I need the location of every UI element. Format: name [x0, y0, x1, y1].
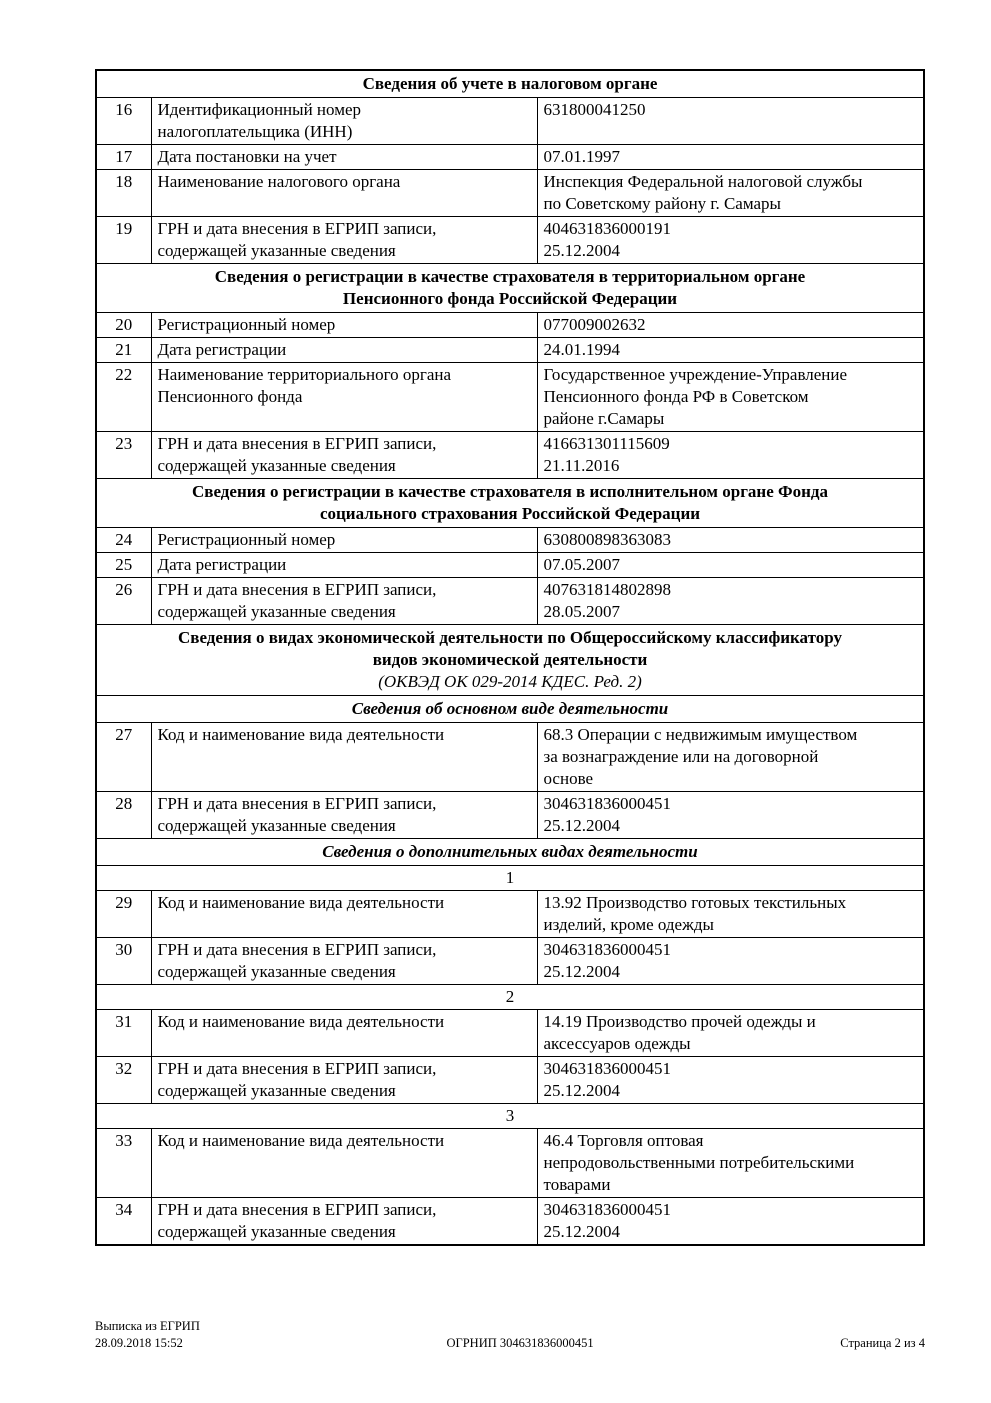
- activity-group-number: 2: [96, 985, 924, 1010]
- section-header: [96, 479, 924, 528]
- row-value-line: непродовольственными потребительскими: [543, 1153, 855, 1172]
- row-number: 23: [96, 432, 151, 479]
- table-row: [96, 363, 924, 432]
- egrip-extract-table: [95, 69, 925, 1246]
- section-header-line: (ОКВЭД ОК 029-2014 КДЕС. Ред. 2): [378, 672, 642, 691]
- row-label-line: Идентификационный номер: [157, 100, 361, 119]
- section-header: [96, 264, 924, 313]
- row-label: [151, 363, 537, 432]
- row-label-line: Код и наименование вида деятельности: [157, 725, 445, 744]
- row-value-line: 25.12.2004: [543, 816, 620, 835]
- row-value-line: Инспекция Федеральной налоговой службы: [543, 172, 863, 191]
- section-header-line: Сведения о видах экономической деятельности по Общероссийскому классификатору: [178, 628, 842, 647]
- section-header-line: Пенсионного фонда Российской Федерации: [342, 289, 678, 308]
- row-label-line: Дата постановки на учет: [157, 147, 337, 166]
- row-label-line: ГРН и дата внесения в ЕГРИП записи,: [157, 580, 437, 599]
- table-row: [96, 696, 924, 723]
- row-label-line: налогоплательщика (ИНН): [157, 122, 353, 141]
- row-value-line: 631800041250: [543, 100, 646, 119]
- row-value-line: 404631836000191: [543, 219, 671, 238]
- table-row: [96, 625, 924, 696]
- row-value: [537, 432, 924, 479]
- row-label: [151, 792, 537, 839]
- row-label-line: содержащей указанные сведения: [157, 1222, 396, 1241]
- row-label: [151, 938, 537, 985]
- footer-doc-title: Выписка из ЕГРИП: [95, 1319, 200, 1333]
- row-value-line: товарами: [543, 1175, 611, 1194]
- footer-page-number: Страница 2 из 4: [840, 1336, 925, 1350]
- table-row: [96, 1057, 924, 1104]
- row-label-line: ГРН и дата внесения в ЕГРИП записи,: [157, 940, 437, 959]
- table-row: [96, 578, 924, 625]
- section-header-line: Сведения о регистрации в качестве страхователя в исполнительном органе Фонда: [192, 482, 828, 501]
- row-label: [151, 1057, 537, 1104]
- row-value: [537, 891, 924, 938]
- row-label: [151, 1129, 537, 1198]
- row-label-line: Пенсионного фонда: [157, 387, 303, 406]
- row-value-line: районе г.Самары: [543, 409, 665, 428]
- row-number: 27: [96, 723, 151, 792]
- table-row: [96, 98, 924, 145]
- row-value-line: 304631836000451: [543, 940, 671, 959]
- row-number: 29: [96, 891, 151, 938]
- section-header-line: Сведения о дополнительных видах деятельности: [322, 842, 698, 861]
- row-label-line: ГРН и дата внесения в ЕГРИП записи,: [157, 794, 437, 813]
- footer-left-block: [95, 1318, 200, 1352]
- table-row: [96, 1129, 924, 1198]
- table-row: [96, 792, 924, 839]
- table-row: [96, 723, 924, 792]
- table-row: [96, 338, 924, 363]
- row-value-line: 416631301115609: [543, 434, 670, 453]
- row-number: 17: [96, 145, 151, 170]
- row-label-line: Код и наименование вида деятельности: [157, 1012, 445, 1031]
- table-row: [96, 938, 924, 985]
- row-number: 34: [96, 1198, 151, 1246]
- row-label-line: Наименование территориального органа: [157, 365, 452, 384]
- table-row: [96, 432, 924, 479]
- row-value-line: изделий, кроме одежды: [543, 915, 714, 934]
- table-row: [96, 217, 924, 264]
- row-number: 33: [96, 1129, 151, 1198]
- row-label: [151, 528, 537, 553]
- row-number: 32: [96, 1057, 151, 1104]
- table-row: [96, 1198, 924, 1246]
- row-label-line: ГРН и дата внесения в ЕГРИП записи,: [157, 219, 437, 238]
- row-label-line: содержащей указанные сведения: [157, 602, 396, 621]
- row-value-line: Пенсионного фонда РФ в Советском: [543, 387, 809, 406]
- row-value: [537, 1057, 924, 1104]
- section-header-line: Сведения о регистрации в качестве страхователя в территориальном органе: [214, 267, 806, 286]
- row-value-line: 077009002632: [543, 315, 646, 334]
- row-value-line: 28.05.2007: [543, 602, 620, 621]
- row-label: [151, 145, 537, 170]
- row-value-line: 13.92 Производство готовых текстильных: [543, 893, 847, 912]
- table-row: [96, 528, 924, 553]
- section-header: [96, 696, 924, 723]
- row-value: [537, 723, 924, 792]
- row-label: [151, 170, 537, 217]
- activity-group-number: 1: [96, 866, 924, 891]
- row-number: 18: [96, 170, 151, 217]
- activity-group-number: 3: [96, 1104, 924, 1129]
- row-value: [537, 217, 924, 264]
- row-value: [537, 363, 924, 432]
- row-number: 30: [96, 938, 151, 985]
- section-header-line: социального страхования Российской Федерации: [319, 504, 701, 523]
- row-value-line: 304631836000451: [543, 1059, 671, 1078]
- row-value: [537, 1010, 924, 1057]
- row-label: [151, 891, 537, 938]
- row-value-line: 68.3 Операции с недвижимым имуществом: [543, 725, 858, 744]
- row-value: [537, 338, 924, 363]
- section-header-line: Сведения об учете в налоговом органе: [362, 74, 658, 93]
- row-value: [537, 528, 924, 553]
- row-value: [537, 938, 924, 985]
- row-label: [151, 432, 537, 479]
- row-value-line: 14.19 Производство прочей одежды и: [543, 1012, 816, 1031]
- row-number: 28: [96, 792, 151, 839]
- section-header: [96, 839, 924, 866]
- row-label-line: ГРН и дата внесения в ЕГРИП записи,: [157, 434, 437, 453]
- row-number: 24: [96, 528, 151, 553]
- row-value-line: 630800898363083: [543, 530, 671, 549]
- row-value: [537, 313, 924, 338]
- row-number: 16: [96, 98, 151, 145]
- row-value-line: аксессуаров одежды: [543, 1034, 691, 1053]
- footer-datetime: 28.09.2018 15:52: [95, 1336, 183, 1350]
- row-label: [151, 578, 537, 625]
- section-header-line: видов экономической деятельности: [372, 650, 648, 669]
- row-label: [151, 723, 537, 792]
- table-row: [96, 170, 924, 217]
- section-header: [96, 70, 924, 98]
- row-label-line: Дата регистрации: [157, 340, 287, 359]
- row-number: 20: [96, 313, 151, 338]
- section-header-line: Сведения об основном виде деятельности: [351, 699, 669, 718]
- row-label-line: содержащей указанные сведения: [157, 962, 396, 981]
- row-label: [151, 1198, 537, 1246]
- row-value: [537, 1129, 924, 1198]
- row-value-line: 24.01.1994: [543, 340, 620, 359]
- table-row: [96, 985, 924, 1010]
- row-number: 21: [96, 338, 151, 363]
- table-row: [96, 891, 924, 938]
- row-value-line: по Советскому району г. Самары: [543, 194, 781, 213]
- row-value: [537, 792, 924, 839]
- row-number: 26: [96, 578, 151, 625]
- row-value-line: за вознаграждение или на договорной: [543, 747, 819, 766]
- row-label-line: Регистрационный номер: [157, 315, 336, 334]
- row-label-line: Код и наименование вида деятельности: [157, 893, 445, 912]
- row-label-line: ГРН и дата внесения в ЕГРИП записи,: [157, 1059, 437, 1078]
- table-row: [96, 553, 924, 578]
- row-value-line: 304631836000451: [543, 1200, 671, 1219]
- row-label-line: Наименование налогового органа: [157, 172, 401, 191]
- row-label-line: ГРН и дата внесения в ЕГРИП записи,: [157, 1200, 437, 1219]
- row-label-line: содержащей указанные сведения: [157, 241, 396, 260]
- table-row: [96, 313, 924, 338]
- row-value: [537, 170, 924, 217]
- row-value: [537, 578, 924, 625]
- row-value: [537, 145, 924, 170]
- row-label: [151, 338, 537, 363]
- row-value: [537, 553, 924, 578]
- row-value-line: Государственное учреждение-Управление: [543, 365, 848, 384]
- row-label-line: содержащей указанные сведения: [157, 456, 396, 475]
- row-label-line: Регистрационный номер: [157, 530, 336, 549]
- row-value-line: 25.12.2004: [543, 1081, 620, 1100]
- footer-ogrnip: ОГРНИП 304631836000451: [446, 1336, 594, 1350]
- row-label: [151, 313, 537, 338]
- row-number: 25: [96, 553, 151, 578]
- table-row: [96, 145, 924, 170]
- row-label-line: Код и наименование вида деятельности: [157, 1131, 445, 1150]
- row-label: [151, 98, 537, 145]
- row-value-line: 07.01.1997: [543, 147, 620, 166]
- row-value-line: 07.05.2007: [543, 555, 620, 574]
- row-label-line: Дата регистрации: [157, 555, 287, 574]
- row-value-line: 25.12.2004: [543, 1222, 620, 1241]
- row-value-line: 407631814802898: [543, 580, 671, 599]
- table-row: [96, 1010, 924, 1057]
- row-label-line: содержащей указанные сведения: [157, 1081, 396, 1100]
- row-number: 31: [96, 1010, 151, 1057]
- row-value-line: 304631836000451: [543, 794, 671, 813]
- table-row: [96, 70, 924, 98]
- section-header: [96, 625, 924, 696]
- table-row: [96, 866, 924, 891]
- table-row: [96, 839, 924, 866]
- row-value: [537, 1198, 924, 1246]
- row-value-line: 25.12.2004: [543, 241, 620, 260]
- row-number: 19: [96, 217, 151, 264]
- row-value-line: 21.11.2016: [543, 456, 620, 475]
- row-value: [537, 98, 924, 145]
- row-label: [151, 1010, 537, 1057]
- table-row: [96, 479, 924, 528]
- row-label: [151, 217, 537, 264]
- row-value-line: основе: [543, 769, 594, 788]
- row-value-line: 46.4 Торговля оптовая: [543, 1131, 704, 1150]
- table-row: [96, 1104, 924, 1129]
- row-number: 22: [96, 363, 151, 432]
- page-footer: [95, 1318, 925, 1352]
- row-label: [151, 553, 537, 578]
- row-value-line: 25.12.2004: [543, 962, 620, 981]
- row-label-line: содержащей указанные сведения: [157, 816, 396, 835]
- table-row: [96, 264, 924, 313]
